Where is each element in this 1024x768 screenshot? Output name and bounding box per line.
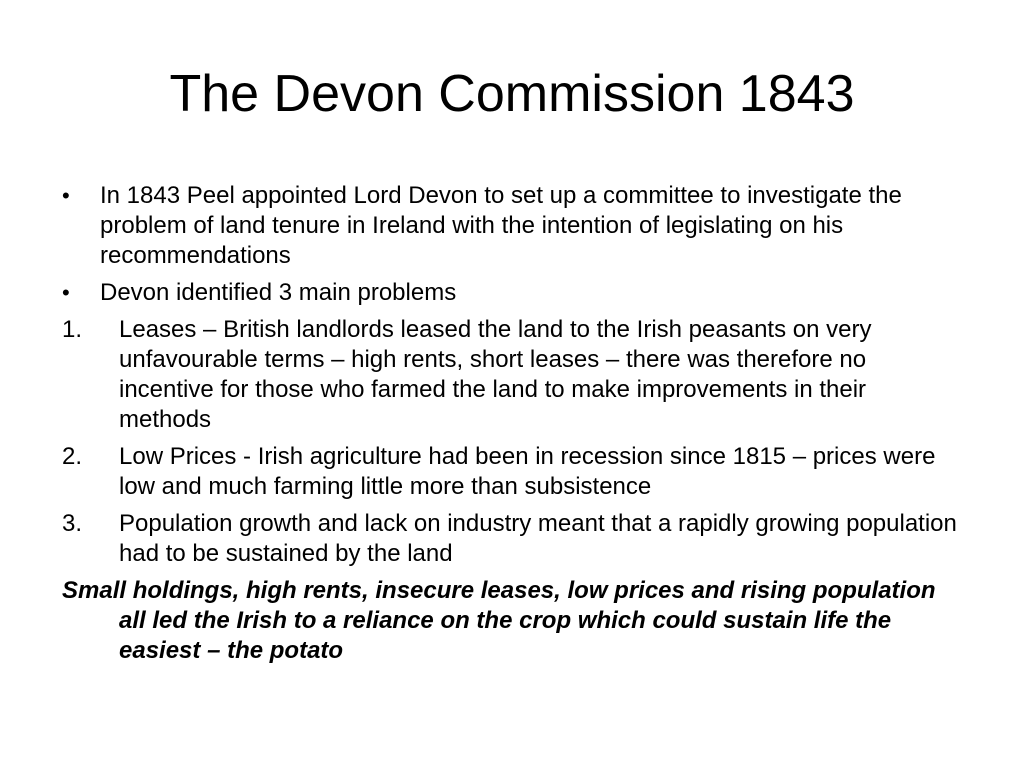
number-marker: 2.: [62, 443, 83, 470]
number-marker: 3.: [62, 510, 83, 537]
bullet-marker: •: [62, 280, 70, 305]
numbered-text: Low Prices - Irish agriculture had been in recession since 1815 – prices were low and much farming little more than subsistence: [119, 443, 936, 500]
numbered-item: [62, 315, 962, 435]
number-marker: 1.: [62, 316, 83, 343]
slide-title: The Devon Commission 1843: [169, 65, 855, 123]
conclusion-text: Small holdings, high rents, insecure leases, low prices and rising population all led the Irish to a reliance on the crop which could sustain life the easiest – the potato: [62, 577, 936, 664]
bullet-text: In 1843 Peel appointed Lord Devon to set up a committee to investigate the problem of land tenure in Ireland with the intention of legislating on his recommendations: [100, 182, 902, 269]
bullet-item: [62, 278, 962, 308]
bullet-item: [62, 181, 962, 271]
numbered-item: [62, 442, 962, 502]
numbered-text: Leases – British landlords leased the land to the Irish peasants on very unfavourable terms – high rents, short leases – there was therefore no incentive for those who farmed the land to make improvements in their methods: [119, 316, 872, 433]
bullet-marker: •: [62, 183, 70, 208]
bullet-text: Devon identified 3 main problems: [100, 279, 457, 306]
numbered-text: Population growth and lack on industry meant that a rapidly growing population had to be sustained by the land: [119, 510, 957, 567]
slide-body: [62, 181, 962, 666]
numbered-item: [62, 509, 962, 569]
